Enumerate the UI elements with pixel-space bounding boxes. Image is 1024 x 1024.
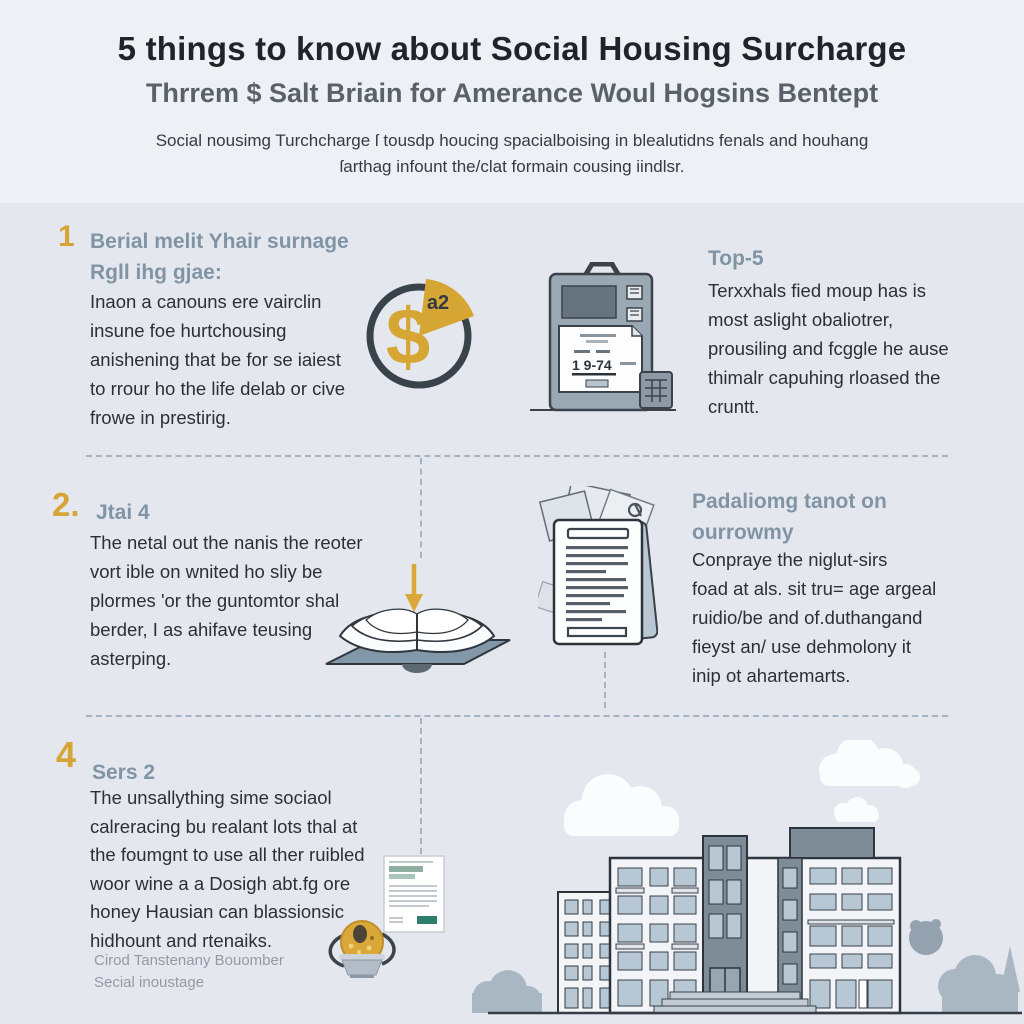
body-line: insune foe hurtchousing bbox=[90, 320, 287, 341]
mid-right-body bbox=[692, 545, 936, 690]
section-1-heading bbox=[90, 226, 349, 288]
caption-line: Cirod Tanstenany Bouomber bbox=[94, 952, 284, 969]
body-line: ruidio/be and of.duthangand bbox=[692, 607, 923, 628]
main-building bbox=[610, 828, 900, 1013]
receipt-value: 1 9-74 bbox=[572, 357, 612, 373]
heading-line: Padaliomg tanot on bbox=[692, 490, 887, 513]
body-line: to rrour ho the life delab or cive bbox=[90, 378, 346, 399]
heading-line: ourrowmy bbox=[692, 521, 794, 544]
body-line: fieyst an/ use dehmolony it bbox=[692, 636, 912, 657]
top5-body bbox=[708, 276, 949, 421]
body-line: prousiling and fcggle he ause bbox=[708, 338, 949, 359]
body-line: berder, I as ahifave teusing bbox=[90, 619, 313, 640]
building-illustration bbox=[460, 740, 1024, 1024]
body-line: cruntt. bbox=[708, 396, 760, 417]
body-line: calreracing bu realant lots thal at bbox=[90, 815, 358, 837]
body-line: Conpraye the niglut-sirs bbox=[692, 549, 888, 570]
body-line: plormes 'or the guntomtor shal bbox=[90, 590, 340, 611]
coin-wedge-label: a2 bbox=[426, 292, 450, 314]
top5-heading: Top-5 bbox=[708, 247, 764, 270]
body-line: inip ot ahartemarts. bbox=[692, 665, 851, 686]
body-line: woor wine a a Dosigh abt.fg ore bbox=[90, 872, 351, 894]
page-subtitle: Thrrem $ Salt Briain for Amerance Woul Hogsins Bentept bbox=[145, 78, 879, 108]
body-line: asterping. bbox=[90, 648, 172, 669]
caption-line: Secial inoustage bbox=[94, 974, 205, 991]
footer-caption bbox=[94, 950, 284, 994]
open-book-icon bbox=[322, 592, 512, 687]
body-line: thimalr capuhing rloased the bbox=[708, 367, 941, 388]
section-4-number: 4 bbox=[56, 734, 77, 775]
body-line: Inaon a canouns ere vairclin bbox=[90, 291, 322, 312]
body-line: anishening that be for se iaiest bbox=[90, 349, 341, 370]
cloud-icon bbox=[564, 774, 679, 836]
body-line: hidhount and rtenaiks. bbox=[90, 929, 273, 951]
heading-line: Berial melit Yhair surnage bbox=[90, 230, 349, 253]
section-2-number: 2. bbox=[52, 486, 80, 523]
page-description bbox=[0, 128, 1024, 180]
body-line: the foumgnt to use all ther ruibled bbox=[90, 844, 365, 865]
heading-line: Rgll ihg gjae: bbox=[90, 261, 222, 284]
body-line: Terxxhals fied moup has is bbox=[708, 280, 926, 301]
connector-line bbox=[420, 718, 422, 854]
body-line: foad at als. sit tru= age argeal bbox=[692, 578, 937, 599]
description-line: ſarthag infount the/clat formain cousing iindlsr. bbox=[339, 157, 685, 176]
body-line: frowe in prestirig. bbox=[90, 407, 231, 428]
connector-line bbox=[604, 652, 606, 708]
divider-line bbox=[86, 715, 948, 717]
divider-line bbox=[86, 455, 948, 457]
creature-icon bbox=[909, 919, 943, 955]
body-line: honey Hausian can blassionsic bbox=[90, 901, 345, 922]
section-4-body bbox=[90, 784, 365, 955]
section-2-heading: Jtai 4 bbox=[96, 501, 150, 524]
coin-bowl-icon bbox=[326, 916, 398, 980]
cloud-icon bbox=[819, 740, 920, 822]
mid-right-heading bbox=[692, 486, 887, 548]
body-line: The unsallything sime sociaol bbox=[90, 787, 332, 808]
body-line: vort ible on wnited ho sliy be bbox=[90, 561, 323, 582]
documents-icon bbox=[538, 486, 658, 656]
section-1-body bbox=[90, 287, 345, 432]
coin-dollar-glyph: $ bbox=[385, 292, 431, 381]
page-title: 5 things to know about Social Housing Surcharge bbox=[117, 30, 907, 67]
body-line: The netal out the nanis the reoter bbox=[90, 532, 363, 553]
section-4-heading: Sers 2 bbox=[92, 761, 156, 784]
dollar-coin-icon bbox=[362, 276, 478, 394]
connector-line bbox=[420, 458, 422, 558]
description-line: Social nousimg Turchcharge ſ tousdp houcing spacialboising in blealutidns fenals and houhang bbox=[155, 131, 869, 150]
section-1-number: 1 bbox=[58, 220, 75, 253]
calculator-icon bbox=[528, 262, 678, 422]
body-line: most aslight obaliotrer, bbox=[708, 309, 894, 330]
